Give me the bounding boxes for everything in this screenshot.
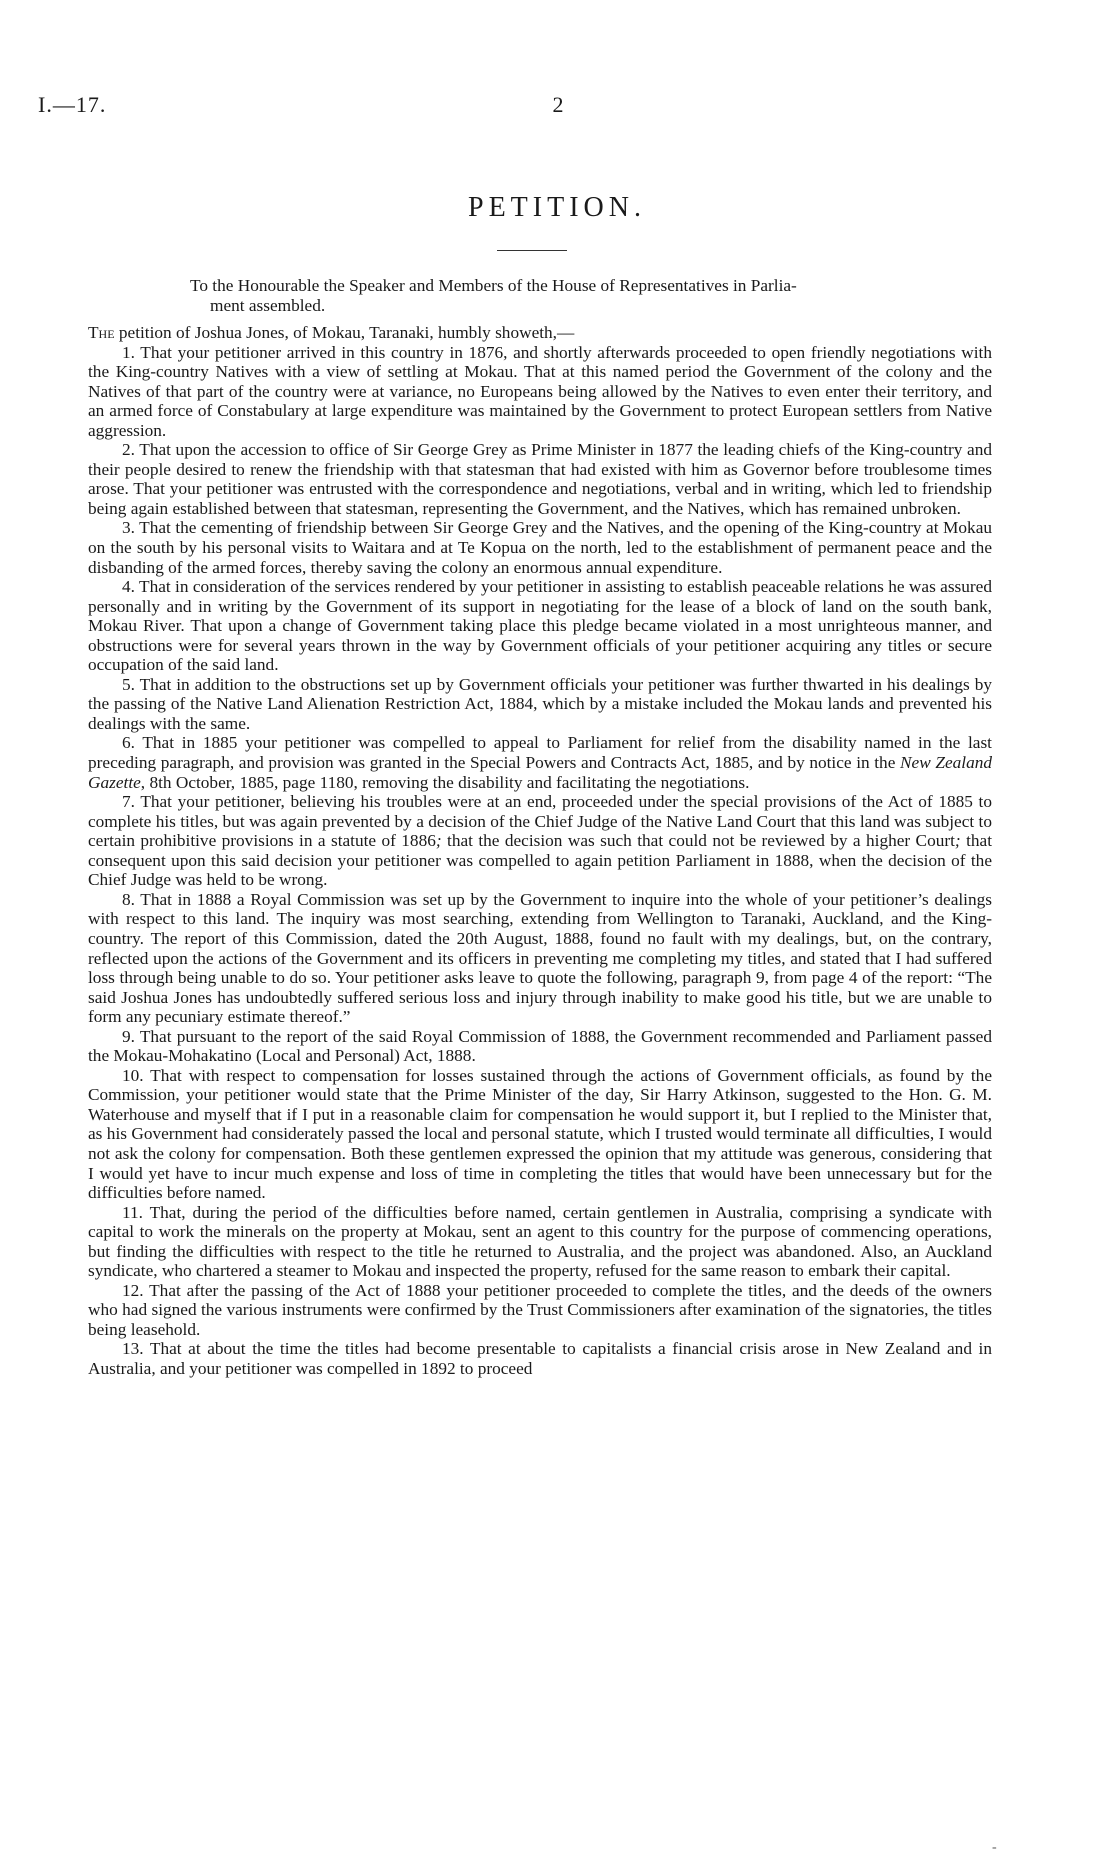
- paragraph-12: 12. That after the passing of the Act of 1888 your petitioner proceeded to complete the titles, and the deeds of the owners who had signed the various instruments were confirmed by the Trust Commissioners after examination of the signatories, the titles being leasehold.: [88, 1280, 992, 1339]
- paragraph-6: [88, 733, 992, 792]
- paragraph-8: 8. That in 1888 a Royal Commission was set up by the Government to inquire into the whole of your petitioner’s dealings with respect to this land. The inquiry was most searching, extending from Wellington to Taranaki, Auckland, and the King-country. The report of this Commission, dated the 20th August, 1888, found no fault with my dealings, but, on the contrary, reflected upon the actions of the Government and its officers in preventing me completing my titles, and stated that I had suffered loss through being unable to do so. Your petitioner asks leave to quote the following, paragraph 9, from page 4 of the report: “The said Joshua Jones has undoubtedly suffered serious loss and injury through inability to make good his title, but we are unable to form any pecuniary estimate thereof.”: [88, 889, 992, 1027]
- paragraph-3: 3. That the cementing of friendship between Sir George Grey and the Natives, and the opening of the King-country at Mokau on the south by his personal visits to Waitara and at Te Kopua on the north, led to the establishment of permanent peace and the disbanding of the armed forces, thereby saving the colony an enormous annual expenditure.: [88, 518, 992, 577]
- paragraph-10: 10. That with respect to compensation for losses sustained through the actions of Government officials, as found by the Commission, your petitioner would state that the Prime Minister of the day, Sir Harry Atkinson, suggested to the Hon. G. M. Waterhouse and myself that if I put in a reasonable claim for compensation he would support it, but I replied to the Minister that, as his Government had considerately passed the local and personal statute, which I trusted would terminate all difficulties, I would not ask the colony for compensation. Both these gentlemen expressed the opinion that my attitude was generous, considering that I would yet have to incur much expense and loss of time in completing the titles that would have been unnecessary but for the difficulties before named.: [88, 1065, 992, 1203]
- paragraph-7: [88, 792, 992, 890]
- address-line-2: ment assembled.: [210, 296, 326, 315]
- petition-body: [88, 323, 992, 1379]
- gazette-title: New Zealand Gazette: [88, 753, 992, 792]
- paragraph-7-text-a: 7. That your petitioner, believing his troubles were at an end, proceeded under the special provisions of the Act of 1885 to complete his titles, but was again prevented by a decision of the Chief Judge of the Native Land Court that this land was subject to certain prohibitive provisions in a statute of 1886: [88, 792, 992, 851]
- page-title: PETITION.: [468, 192, 646, 223]
- title-divider: [497, 250, 567, 251]
- preamble-lead: The: [88, 323, 115, 342]
- paragraph-6-text-b: , 8th October, 1885, page 1180, removing the disability and facilitating the negotiations.: [140, 772, 750, 792]
- document-reference: I.—17.: [38, 92, 107, 117]
- paragraph-1: 1. That your petitioner arrived in this country in 1876, and shortly afterwards proceeded to open friendly negotiations with the King-country Natives with a view of settling at Mokau. That at this named period the Government of the colony and the Natives of that part of the country were at variance, no Europeans being allowed by the Natives to even enter their territory, and an armed force of Constabulary at large expenditure was maintained by the Government to protect European settlers from Native aggression.: [88, 342, 992, 440]
- paragraph-11: 11. That, during the period of the difficulties before named, certain gentlemen in Australia, comprising a syndicate with capital to work the minerals on the property at Mokau, sent an agent to this country for the purpose of commencing operations, but finding the difficulties with respect to the title he returned to Australia, and the project was abandoned. Also, an Auckland syndicate, who chartered a steamer to Mokau and inspected the property, refused for the same reason to embark their capital.: [88, 1202, 992, 1281]
- paragraph-7-semicolon-2: ;: [954, 831, 961, 851]
- petition-preamble: [88, 323, 992, 343]
- paragraph-6-text-a: 6. That in 1885 your petitioner was compelled to appeal to Parliament for relief from the disability named in the last preceding paragraph, and provision was granted in the Special Powers and Contracts Act, 1885, and by notice in the: [88, 733, 992, 773]
- paragraph-5: 5. That in addition to the obstructions set up by Government officials your petitioner was further thwarted in his dealings by the passing of the Native Land Alienation Restriction Act, 1884, which by a mistake included the Mokau lands and prevented his dealings with the same.: [88, 674, 992, 733]
- paragraph-13: 13. That at about the time the titles had become presentable to capitalists a financial crisis arose in New Zealand and in Australia, and your petitioner was compelled in 1892 to proceed: [88, 1339, 992, 1378]
- preamble-text: petition of Joshua Jones, of Mokau, Taranaki, humbly showeth,—: [114, 323, 575, 342]
- address-line-1: To the Honourable the Speaker and Members of the House of Representatives in Parlia-: [190, 276, 797, 295]
- paragraph-9: 9. That pursuant to the report of the said Royal Commission of 1888, the Government recommended and Parliament passed the Mokau-Mohakatino (Local and Personal) Act, 1888.: [88, 1026, 992, 1066]
- page-number: 2: [552, 92, 564, 117]
- paragraph-4: 4. That in consideration of the services rendered by your petitioner in assisting to establish peaceable relations he was assured personally and in writing by the Government of its support in negotiating for the lease of a block of land on the south bank, Mokau River. That upon a change of Government taking place this pledge became violated in a most unrighteous manner, and obstructions were for several years thrown in the way by Government officials of your petitioner acquiring any titles or secure occupation of the said land.: [88, 577, 992, 675]
- petition-address: [170, 276, 992, 316]
- page-header: [38, 92, 1078, 132]
- paragraph-7-text-b: that the decision was such that could not be reviewed by a higher Court: [441, 831, 955, 851]
- footer-mark: -: [992, 1840, 997, 1855]
- paragraph-2: 2. That upon the accession to office of Sir George Grey as Prime Minister in 1877 the leading chiefs of the King-country and their people desired to renew the friendship with that statesman that had existed with him as Governor before troublesome times arose. That your petitioner was entrusted with the correspondence and negotiations, verbal and in writing, which led to friendship being again established between that statesman, representing the Government, and the Natives, which has remained unbroken.: [88, 440, 992, 518]
- paragraph-7-semicolon-1: ;: [435, 831, 442, 851]
- paragraph-7-text-c: that consequent upon this said decision your petitioner was compelled to again petition Parliament in 1888, when the decision of the Chief Judge was held to be wrong.: [88, 831, 993, 890]
